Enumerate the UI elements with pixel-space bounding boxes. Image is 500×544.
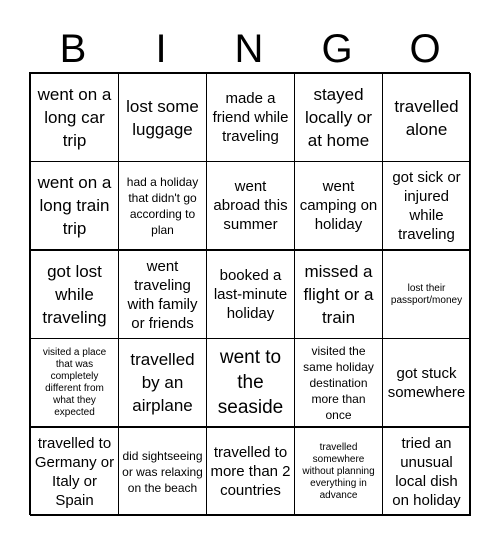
- bingo-cell[interactable]: booked a last-minute holiday: [206, 250, 295, 339]
- bingo-cell[interactable]: made a friend while traveling: [206, 73, 295, 162]
- bingo-header: [29, 26, 470, 72]
- bingo-cell[interactable]: had a holiday that didn't go according to plan: [118, 161, 207, 250]
- header-letter-b: B: [59, 27, 87, 71]
- bingo-cell[interactable]: travelled to more than 2 countries: [206, 427, 295, 516]
- bingo-cell[interactable]: stayed locally or at home: [294, 73, 383, 162]
- bingo-cell[interactable]: travelled to Germany or Italy or Spain: [30, 427, 119, 516]
- bingo-cell[interactable]: went on a long car trip: [30, 73, 119, 162]
- bingo-cell[interactable]: got sick or injured while traveling: [382, 161, 471, 250]
- bingo-cell[interactable]: got lost while traveling: [30, 250, 119, 339]
- bingo-cell[interactable]: did sightseeing or was relaxing on the beach: [118, 427, 207, 516]
- bingo-cell[interactable]: went to the seaside: [206, 338, 295, 427]
- header-letter-i: I: [155, 27, 167, 71]
- bingo-cell[interactable]: visited the same holiday destination more than once: [294, 338, 383, 427]
- header-letter-o: O: [409, 27, 441, 71]
- bingo-cell[interactable]: missed a flight or a train: [294, 250, 383, 339]
- bingo-cell[interactable]: tried an unusual local dish on holiday: [382, 427, 471, 516]
- bingo-cell[interactable]: lost some luggage: [118, 73, 207, 162]
- bingo-card: [29, 72, 470, 515]
- bingo-cell[interactable]: got stuck somewhere: [382, 338, 471, 427]
- bingo-cell[interactable]: travelled somewhere without planning everything in advance: [294, 427, 383, 516]
- bingo-cell[interactable]: went on a long train trip: [30, 161, 119, 250]
- header-letter-g: G: [321, 27, 353, 71]
- bingo-cell[interactable]: went traveling with family or friends: [118, 250, 207, 339]
- bingo-cell[interactable]: travelled alone: [382, 73, 471, 162]
- bingo-cell[interactable]: went abroad this summer: [206, 161, 295, 250]
- bingo-cell[interactable]: travelled by an airplane: [118, 338, 207, 427]
- bingo-cell[interactable]: lost their passport/money: [382, 250, 471, 339]
- header-letter-n: N: [234, 27, 264, 71]
- bingo-cell[interactable]: visited a place that was completely different from what they expected: [30, 338, 119, 427]
- bingo-cell[interactable]: went camping on holiday: [294, 161, 383, 250]
